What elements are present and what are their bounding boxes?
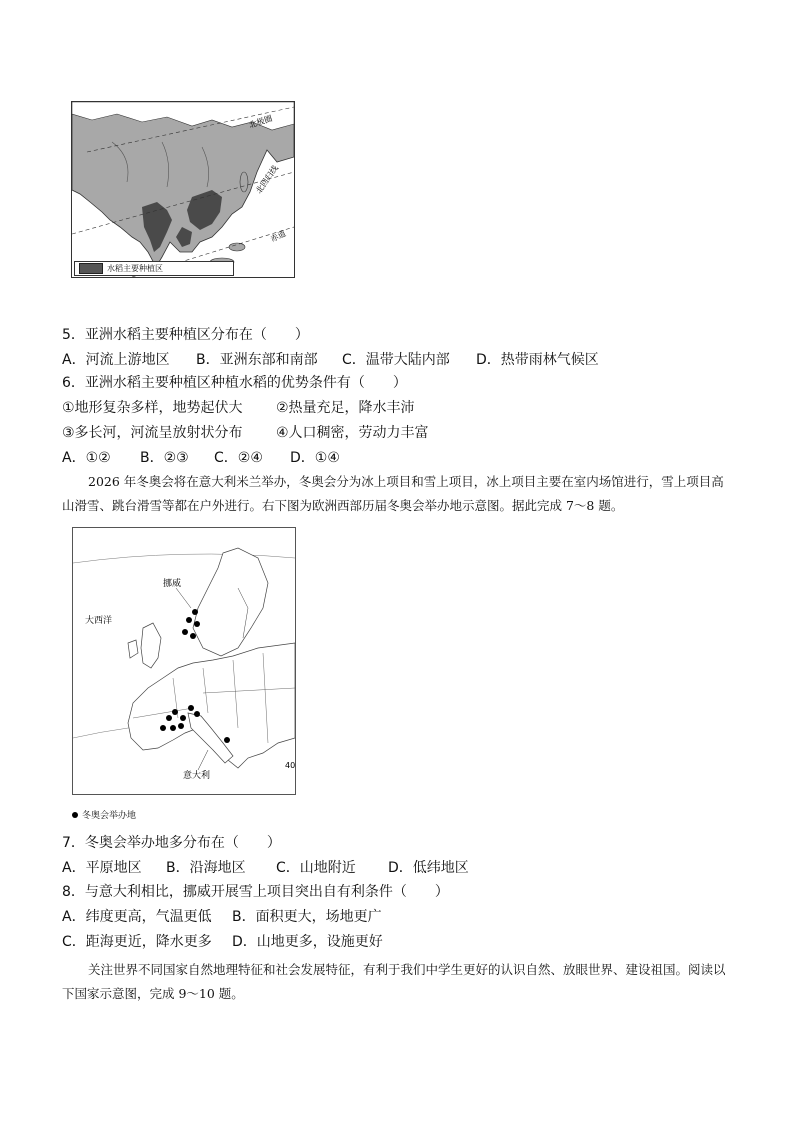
europe-olympics-map bbox=[72, 527, 296, 795]
host-dot bbox=[186, 617, 192, 623]
q8-option-a[interactable]: A．纬度更高，气温更低 bbox=[62, 909, 212, 925]
europe-map-legend bbox=[72, 808, 136, 821]
q7-option-b[interactable]: B．沿海地区 bbox=[166, 860, 246, 876]
passage-olympics bbox=[62, 470, 732, 518]
europe-map-graphic bbox=[73, 528, 295, 794]
q6-option-c[interactable]: C．②④ bbox=[214, 450, 263, 466]
host-dot bbox=[178, 723, 184, 729]
host-dot bbox=[194, 711, 200, 717]
host-dot bbox=[182, 629, 188, 635]
host-dot bbox=[180, 715, 186, 721]
tropic-cancer-label: 北回归线 bbox=[254, 163, 280, 196]
norway-label: 挪威 bbox=[163, 579, 182, 589]
q7-stem: 7．冬奥会举办地多分布在（ ） bbox=[62, 835, 281, 851]
q8-option-b[interactable]: B．面积更大，场地更广 bbox=[232, 909, 382, 925]
q6-option-a[interactable]: A．①② bbox=[62, 450, 111, 466]
q5-option-b[interactable]: B．亚洲东部和南部 bbox=[196, 352, 318, 368]
host-dot bbox=[194, 621, 200, 627]
q6-condition-2: ②热量充足，降水丰沛 bbox=[276, 400, 415, 416]
atlantic-label: 大西洋 bbox=[85, 616, 113, 626]
asia-map-graphic bbox=[72, 102, 294, 277]
q6-condition-3: ③多长河，河流呈放射状分布 bbox=[62, 425, 243, 441]
q6-options bbox=[62, 448, 340, 468]
q6-condition-1: ①地形复杂多样，地势起伏大 bbox=[62, 400, 243, 416]
asia-map-legend bbox=[74, 261, 234, 276]
q5-options bbox=[62, 350, 599, 370]
q6-option-b[interactable]: B．②③ bbox=[140, 450, 189, 466]
q8-options-row2 bbox=[62, 932, 383, 952]
lat40-label: 40 bbox=[285, 761, 295, 770]
q7-option-c[interactable]: C．山地附近 bbox=[276, 860, 356, 876]
q6-conditions-row2 bbox=[62, 423, 429, 443]
q5-stem: 5．亚洲水稻主要种植区分布在（ ） bbox=[62, 327, 309, 343]
passage-countries bbox=[62, 958, 732, 1006]
q7-option-d[interactable]: D．低纬地区 bbox=[388, 860, 469, 876]
host-dot bbox=[172, 709, 178, 715]
q6-stem: 6．亚洲水稻主要种植区种植水稻的优势条件有（ ） bbox=[62, 375, 407, 391]
q8-stem: 8．与意大利相比，挪威开展雪上项目突出自有利条件（ ） bbox=[62, 884, 449, 900]
host-dot bbox=[224, 737, 230, 743]
europe-legend-label: 冬奥会举办地 bbox=[82, 811, 137, 821]
scandinavia-outline bbox=[193, 548, 268, 656]
q8-options-row1 bbox=[62, 907, 382, 927]
rice-legend-swatch bbox=[79, 263, 103, 274]
q5-option-a[interactable]: A．河流上游地区 bbox=[62, 352, 170, 368]
passage-olympics-text: 2026 年冬奥会将在意大利米兰举办，冬奥会分为冰上项目和雪上项目，冰上项目主要在室内场馆进行，雪上项目高山滑雪、跳台滑雪等都在户外进行。右下图为欧洲西部历届冬奥会举办地示意图。据此完成 7～8 题。 bbox=[62, 474, 724, 513]
italy-label: 意大利 bbox=[183, 771, 211, 781]
host-dot bbox=[188, 705, 194, 711]
q6-condition-4: ④人口稠密，劳动力丰富 bbox=[276, 425, 429, 441]
q8-option-c[interactable]: C．距海更近，降水更多 bbox=[62, 934, 212, 950]
passage-countries-text: 关注世界不同国家自然地理特征和社会发展特征，有利于我们中学生更好的认识自然、放眼世界、建设祖国。阅读以下国家示意图，完成 9～10 题。 bbox=[62, 962, 726, 1001]
q7-option-a[interactable]: A．平原地区 bbox=[62, 860, 142, 876]
q5-option-d[interactable]: D．热带雨林气候区 bbox=[476, 352, 599, 368]
host-dot bbox=[190, 633, 196, 639]
host-legend-dot bbox=[72, 812, 78, 818]
q8-option-d[interactable]: D．山地更多，设施更好 bbox=[232, 934, 383, 950]
arctic-circle-label: 北极圈 bbox=[247, 113, 274, 130]
host-dot bbox=[170, 725, 176, 731]
q5-option-c[interactable]: C．温带大陆内部 bbox=[342, 352, 450, 368]
equator-label: 赤道 bbox=[269, 228, 288, 244]
host-dot bbox=[160, 725, 166, 731]
q6-conditions-row1 bbox=[62, 398, 415, 418]
host-dot bbox=[192, 609, 198, 615]
host-dot bbox=[166, 715, 172, 721]
q7-options bbox=[62, 858, 469, 878]
asia-legend-label: 水稻主要种植区 bbox=[107, 264, 163, 273]
q6-option-d[interactable]: D．①④ bbox=[290, 450, 340, 466]
asia-rice-map bbox=[71, 101, 295, 278]
